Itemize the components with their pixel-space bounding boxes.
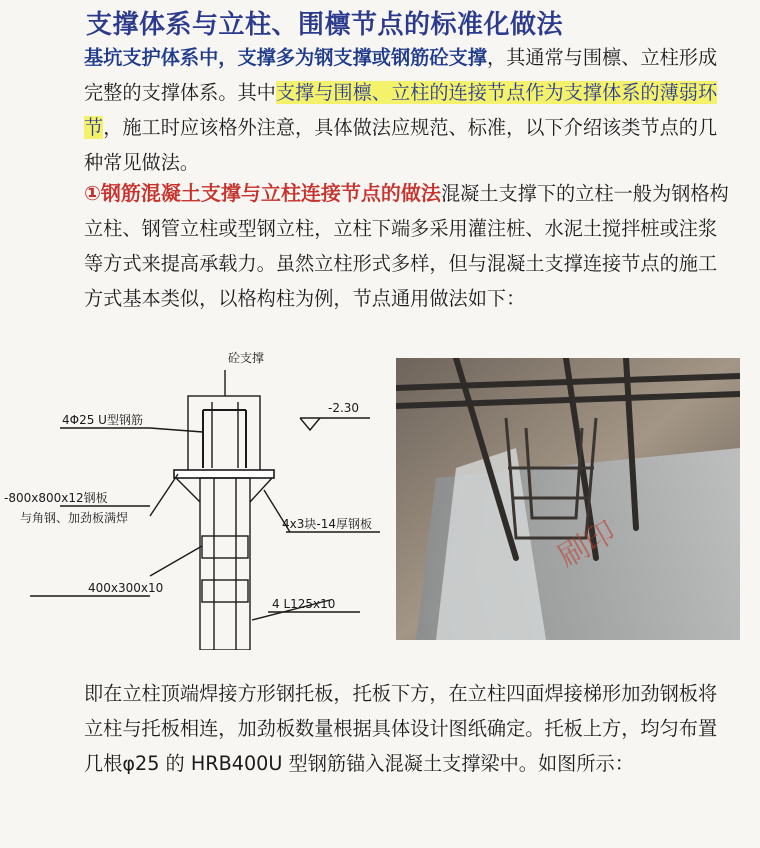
site-photo xyxy=(396,358,740,640)
intro-lead: 基坑支护体系中，支撑多为钢支撑或钢筋砼支撑 xyxy=(84,46,487,69)
steel-plate xyxy=(174,470,274,478)
label-u-rebar: 4Φ25 U型钢筋 xyxy=(62,413,143,427)
section1-heading: ①钢筋混凝土支撑与立柱连接节点的做法 xyxy=(84,181,441,205)
label-batten-plate: 400x300x10 xyxy=(88,581,164,595)
watermark: 刷印 xyxy=(552,514,622,575)
intro-text-2: ，施工时应该格外注意，具体做法应规范、标准，以下介绍该类节点的几种常见做法。 xyxy=(84,116,718,174)
label-angle-steel: 4 L125x10 xyxy=(272,597,336,611)
label-elevation: -2.30 xyxy=(328,401,360,415)
node-detail-drawing xyxy=(0,340,392,650)
label-stiffener: 4x3块-14厚钢板 xyxy=(282,517,372,531)
section1-paragraph xyxy=(84,176,736,316)
lattice-column xyxy=(200,478,250,650)
label-steel-plate-weld: 与角钢、加劲板满焊 xyxy=(20,511,129,525)
label-steel-plate: -800x800x12钢板 xyxy=(4,491,108,505)
concrete-support-outline xyxy=(188,396,260,472)
label-concrete-support: 砼支撑 xyxy=(228,351,265,365)
intro-text-1: ，其通常与围檩、立柱形成完整的支撑体系。其中 xyxy=(84,46,718,104)
intro-highlight: 支撑与围檩、立柱的连接节点作为支撑体系的薄弱环节 xyxy=(84,81,718,139)
intro-paragraph xyxy=(84,40,736,180)
page-title: 支撑体系与立柱、围檩节点的标准化做法 xyxy=(86,10,564,40)
section1-after-paragraph: 即在立柱顶端焊接方形钢托板，托板下方，在立柱四面焊接梯形加劲钢板将立柱与托板相连，加劲板数量根据具体设计图纸确定。托板上方，均匀布置几根φ25 的 HRB400U 型钢筋锚入混凝土支撑梁中。如图所示： xyxy=(84,682,718,775)
section1-body: 混凝土支撑下的立柱一般为钢格构立柱、钢管立柱或型钢立柱，立柱下端多采用灌注桩、水泥土搅拌桩或注浆等方式来提高承载力。虽然立柱形式多样，但与混凝土支撑连接节点的施工方式基本类似，以格构柱为例，节点通用做法如下： xyxy=(84,182,729,310)
